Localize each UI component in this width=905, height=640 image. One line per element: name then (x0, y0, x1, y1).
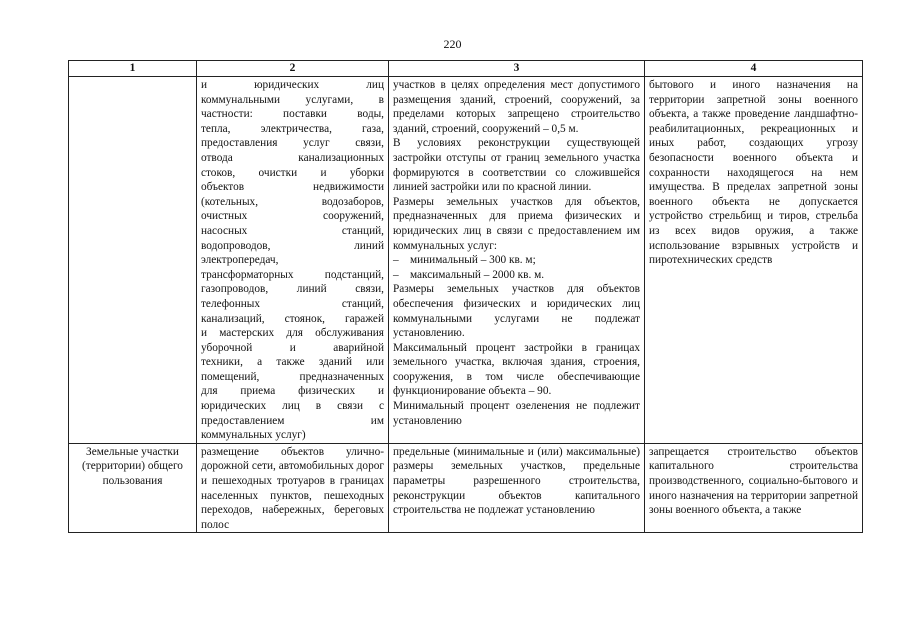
col2-line: канализаций, стоянок, гаражей (201, 312, 384, 325)
col2-line: стоков, очистки и уборки (201, 166, 384, 179)
col3-dash-item: – минимальный – 300 кв. м; (393, 254, 536, 267)
row2-col3 (389, 443, 645, 533)
col2-line: и юридических лиц (201, 79, 384, 91)
col2-line: насосных станций, (201, 224, 384, 237)
col2-line: газопроводов, линий связи, (201, 283, 384, 296)
header-cell-4: 4 (645, 61, 863, 77)
col3-dash-item: – максимальный – 2000 кв. м. (393, 268, 545, 281)
page-number: 220 (443, 37, 462, 51)
col2-line: предоставлением им (201, 414, 384, 427)
header-cell-3: 3 (389, 61, 645, 77)
col3-paragraph: Размеры земельных участков для объектов, предназначенных для приема физических и юридических лиц в связи с предоставлением им коммунальных услуг: (393, 195, 640, 252)
col2-line: уборочной и аварийной (201, 341, 384, 354)
col2-line: техники, а также зданий или (201, 356, 384, 369)
col2-line: тепла, электричества, газа, (201, 122, 384, 135)
col4-paragraph: запрещается строительство объектов капитального строительства производственного, социально-бытового и иного назначения на территории запретной зоны военного объекта, а также (649, 445, 858, 517)
header-cell-2: 2 (197, 61, 389, 77)
col2-line: коммунальных услуг) (201, 429, 306, 442)
table-row (69, 443, 863, 533)
row1-col2 (197, 77, 389, 444)
col3-paragraph: Максимальный процент застройки в границах земельного участка, включая здания, строения, сооружения, в том числе обеспечивающие функционирование объекта – 90. (393, 341, 640, 398)
col2-line: очистных сооружений, (201, 210, 384, 223)
col2-line: отвода канализационных (201, 151, 384, 164)
regulations-table (68, 60, 863, 533)
col3-paragraph: участков в целях определения мест допустимого размещения зданий, строений, сооружений, за пределами которых запрещено строительство зданий, строений, сооружений – 0,5 м. (393, 79, 640, 135)
col2-line: коммунальными услугами, в (201, 93, 384, 106)
col2-line: частности: поставки воды, (201, 108, 384, 121)
col2-line: юридических лиц в связи с (201, 400, 384, 413)
table-header-row (69, 61, 863, 77)
col2-line: для приема физических и (201, 385, 384, 398)
col2-line: помещений, предназначенных (201, 370, 384, 383)
col2-line: объектов недвижимости (201, 181, 384, 194)
row2-col1: Земельные участки (территории) общего пользования (69, 443, 197, 533)
col3-paragraph: предельные (минимальные и (или) максимальные) размеры земельных участков, предельные параметры разрешенного строительства, реконструкции объектов капитального строительства не подлежат установлению (393, 445, 640, 517)
row1-col1 (69, 77, 197, 444)
col3-paragraph: Размеры земельных участков для объектов обеспечения физических и юридических лиц коммунальными услугами не подлежат установлению. (393, 283, 640, 340)
col2-line: предоставления услуг связи, (201, 137, 384, 150)
col2-line: трансформаторных подстанций, (201, 268, 384, 281)
header-cell-1: 1 (69, 61, 197, 77)
col2-line: и мастерских для обслуживания (201, 327, 384, 340)
col4-paragraph: бытового и иного назначения на территории запретной зоны военного объекта, а также проведение ландшафтно-реабилитационных, рекреационных и иных работ, создающих угрозу безопасности военного объекта и сохранности находящегося на нем имущества. В пределах запретной зоны военного объекта не допускается устройство стрельбищ и тиров, стрельба из всех видов оружия, а также использование взрывных устройств и пиротехнических средств (649, 79, 858, 267)
col2-line: (котельных, водозаборов, (201, 195, 384, 208)
col2-line: телефонных станций, (201, 297, 384, 310)
col2-line: водопроводов, линий (201, 239, 384, 252)
col3-paragraph: В условиях реконструкции существующей застройки отступы от границ земельного участка формируются в соответствии со сложившейся линией застройки или по красной линии. (393, 137, 640, 194)
row1-col4 (645, 77, 863, 444)
row1-col3 (389, 77, 645, 444)
col2-line: электропередач, (201, 254, 279, 267)
table-row (69, 77, 863, 444)
row2-col2 (197, 443, 389, 533)
row2-col4 (645, 443, 863, 533)
col2-paragraph: размещение объектов улично-дорожной сети, автомобильных дорог и пешеходных тротуаров в границах населенных пунктов, пешеходных переходов, набережных, береговых полос (201, 445, 384, 531)
col3-paragraph: Минимальный процент озеленения не подлежит установлению (393, 400, 640, 427)
